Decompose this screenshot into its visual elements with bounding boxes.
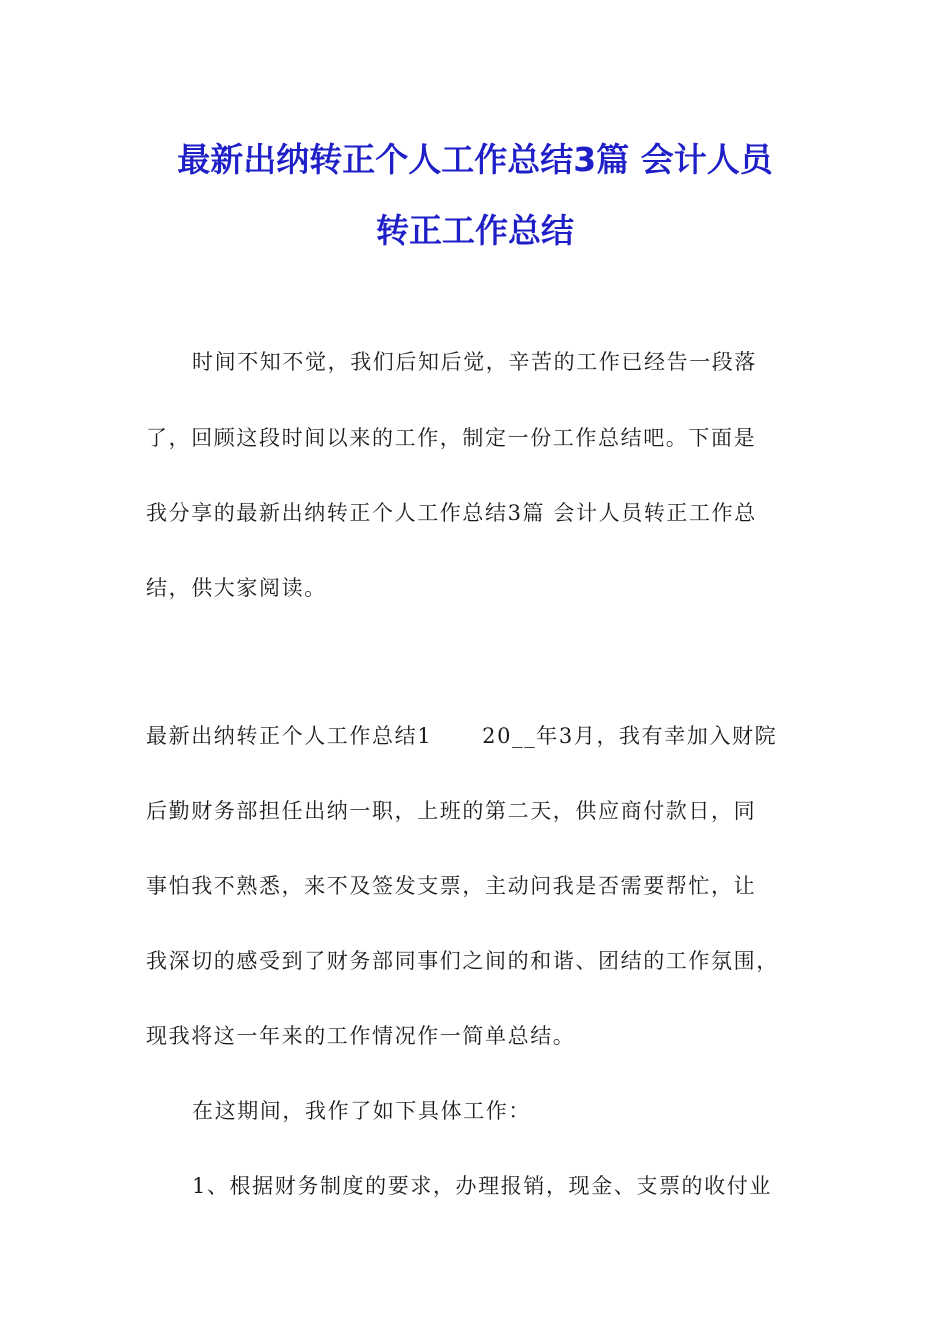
intro-line-1: 时间不知不觉，我们后知后觉，辛苦的工作已经告一段落: [192, 350, 757, 374]
section1-line-4: 我深切的感受到了财务部同事们之间的和谐、团结的工作氛围，: [146, 949, 779, 973]
document-title-line-1: 最新出纳转正个人工作总结3篇 会计人员: [177, 140, 773, 179]
section1-heading: 最新出纳转正个人工作总结1: [146, 724, 433, 748]
intro-line-2: 了，回顾这段时间以来的工作，制定一份工作总结吧。下面是: [146, 426, 757, 450]
intro-line-3: 我分享的最新出纳转正个人工作总结3篇 会计人员转正工作总: [146, 501, 757, 525]
section1-line-3: 事怕我不熟悉，来不及签发支票，主动问我是否需要帮忙，让: [146, 874, 757, 898]
section1-first-line: [146, 720, 777, 750]
document-title-line-2: 转正工作总结: [376, 211, 574, 250]
intro-line-4: 结，供大家阅读。: [146, 576, 327, 600]
work-intro-line: 在这期间，我作了如下具体工作：: [192, 1099, 531, 1123]
work-item-1-line: 1、根据财务制度的要求，办理报销，现金、支票的收付业: [192, 1174, 772, 1198]
section1-line-2: 后勤财务部担任出纳一职，上班的第二天，供应商付款日，同: [146, 799, 757, 823]
section1-first-line-rest: 20__年3月，我有幸加入财院: [482, 724, 778, 748]
section1-line-5: 现我将这一年来的工作情况作一简单总结。: [146, 1024, 576, 1048]
